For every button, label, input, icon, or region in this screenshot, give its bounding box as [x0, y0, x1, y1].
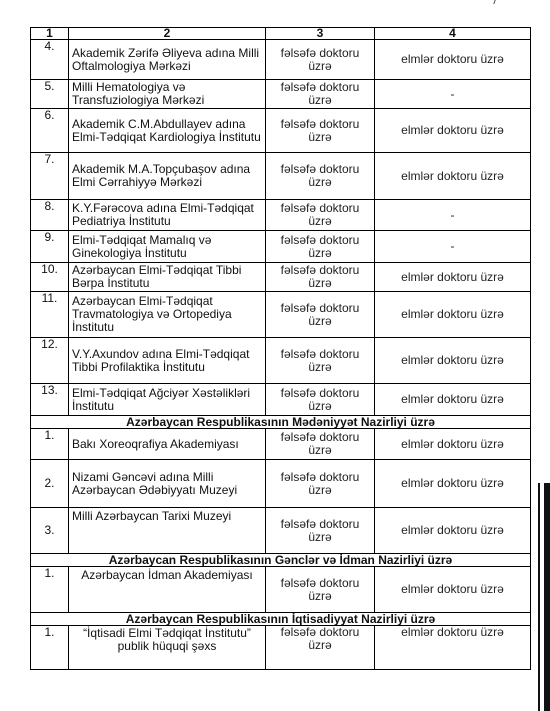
degree-col-3: fəlsəfə doktoru üzrə	[266, 292, 375, 338]
section-title-culture: Azərbaycan Respublikasının Mədəniyyət Nazirliyi üzrə	[31, 416, 531, 429]
row-number: 1.	[31, 429, 69, 460]
section-row	[31, 416, 531, 429]
institution-name: Azərbaycan Elmi-Tədqiqat Tibbi Bərpa İnstitutu	[69, 263, 266, 292]
row-number: 7.	[31, 153, 69, 200]
header-col-3: 3	[266, 28, 375, 40]
table-row	[31, 567, 531, 613]
institution-name: Azərbaycan Elmi-Tədqiqat Travmatologiya və Ortopediya İnstitutu	[69, 292, 266, 338]
institutions-table	[30, 27, 531, 670]
row-number: 1.	[31, 567, 69, 613]
degree-col-3: fəlsəfə doktoru üzrə	[266, 567, 375, 613]
institution-name: Milli Hematologiya və Transfuziologiya Mərkəzi	[69, 80, 266, 109]
institution-name: K.Y.Fərəcova adına Elmi-Tədqiqat Pediatriya İnstitutu	[69, 200, 266, 231]
table-row	[31, 80, 531, 109]
header-row	[31, 28, 531, 40]
degree-col-4: elmlər doktoru üzrə	[375, 40, 531, 80]
institution-name: Elmi-Tədqiqat Mamalıq və Ginekologiya İnstitutu	[69, 231, 266, 263]
degree-col-4: elmlər doktoru üzrə	[375, 263, 531, 292]
row-number: 12.	[31, 338, 69, 384]
institution-name: Bakı Xoreoqrafiya Akademiyası	[69, 429, 266, 460]
table-row	[31, 460, 531, 508]
table-row	[31, 429, 531, 460]
degree-col-4: elmlər doktoru üzrə	[375, 460, 531, 508]
table-row	[31, 384, 531, 416]
degree-col-4: -	[375, 80, 531, 109]
degree-col-3: fəlsəfə doktoru üzrə	[266, 80, 375, 109]
section-row	[31, 554, 531, 567]
row-number: 11.	[31, 292, 69, 338]
degree-col-3: fəlsəfə doktoru üzrə	[266, 200, 375, 231]
row-number: 9.	[31, 231, 69, 263]
institution-name: Akademik Zərifə Əliyeva adına Milli Oftalmologiya Mərkəzi	[69, 40, 266, 80]
row-number: 10.	[31, 263, 69, 292]
degree-col-3: fəlsəfə doktoru üzrə	[266, 429, 375, 460]
row-number: 4.	[31, 40, 69, 80]
row-number: 1.	[31, 626, 69, 670]
table-row	[31, 231, 531, 263]
row-number: 8.	[31, 200, 69, 231]
header-col-4: 4	[375, 28, 531, 40]
row-number: 5.	[31, 80, 69, 109]
degree-col-4: -	[375, 200, 531, 231]
table-row	[31, 40, 531, 80]
header-col-2: 2	[69, 28, 266, 40]
table-row	[31, 338, 531, 384]
degree-col-4: elmlər doktoru üzrə	[375, 626, 531, 670]
table-body	[31, 40, 531, 670]
degree-col-3: fəlsəfə doktoru üzrə	[266, 40, 375, 80]
table-row	[31, 153, 531, 200]
degree-col-3: fəlsəfə doktoru üzrə	[266, 338, 375, 384]
header-col-1: 1	[31, 28, 69, 40]
table-row	[31, 626, 531, 670]
degree-col-3: fəlsəfə doktoru üzrə	[266, 153, 375, 200]
institution-name: Akademik C.M.Abdullayev adına Elmi-Tədqiqat Kardiologiya İnstitutu	[69, 109, 266, 153]
degree-col-3: fəlsəfə doktoru üzrə	[266, 384, 375, 416]
section-title-economy: Azərbaycan Respublikasının İqtisadiyyat Nazirliyi üzrə	[31, 613, 531, 626]
degree-col-3: fəlsəfə doktoru üzrə	[266, 626, 375, 670]
row-number: 13.	[31, 384, 69, 416]
degree-col-4: elmlər doktoru üzrə	[375, 292, 531, 338]
degree-col-4: elmlər doktoru üzrə	[375, 338, 531, 384]
degree-col-4: elmlər doktoru üzrə	[375, 153, 531, 200]
table-row	[31, 508, 531, 554]
row-number: 3.	[31, 508, 69, 554]
institution-name: Azərbaycan İdman Akademiyası	[69, 567, 266, 613]
degree-col-4: elmlər doktoru üzrə	[375, 109, 531, 153]
degree-col-3: fəlsəfə doktoru üzrə	[266, 109, 375, 153]
section-title-youth-sports: Azərbaycan Respublikasının Gənclər və İdman Nazirliyi üzrə	[31, 554, 531, 567]
institution-name: V.Y.Axundov adına Elmi-Tədqiqat Tibbi Profilaktika İnstitutu	[69, 338, 266, 384]
degree-col-4: elmlər doktoru üzrə	[375, 567, 531, 613]
degree-col-4: -	[375, 231, 531, 263]
page-edge-mark	[487, 0, 495, 4]
degree-col-3: fəlsəfə doktoru üzrə	[266, 508, 375, 554]
table-row	[31, 200, 531, 231]
institution-name: Milli Azərbaycan Tarixi Muzeyi	[69, 508, 266, 554]
scroll-edge-gap	[540, 483, 544, 711]
degree-col-3: fəlsəfə doktoru üzrə	[266, 460, 375, 508]
table-row	[31, 109, 531, 153]
institution-name: Nizami Gəncəvi adına Milli Azərbaycan Ədəbiyyatı Muzeyi	[69, 460, 266, 508]
degree-col-4: elmlər doktoru üzrə	[375, 384, 531, 416]
degree-col-3: fəlsəfə doktoru üzrə	[266, 263, 375, 292]
table-row	[31, 292, 531, 338]
institution-name: “İqtisadi Elmi Tədqiqat İnstitutu” publik hüquqi şəxs	[69, 626, 266, 670]
institution-name: Elmi-Tədqiqat Ağciyər Xəstəlikləri İnstitutu	[69, 384, 266, 416]
degree-col-3: fəlsəfə doktoru üzrə	[266, 231, 375, 263]
row-number: 6.	[31, 109, 69, 153]
institution-name: Akademik M.A.Topçubaşov adına Elmi Cərrahiyyə Mərkəzi	[69, 153, 266, 200]
table-row	[31, 263, 531, 292]
degree-col-4: elmlər doktoru üzrə	[375, 508, 531, 554]
section-row	[31, 613, 531, 626]
degree-col-4: elmlər doktoru üzrə	[375, 429, 531, 460]
row-number: 2.	[31, 460, 69, 508]
